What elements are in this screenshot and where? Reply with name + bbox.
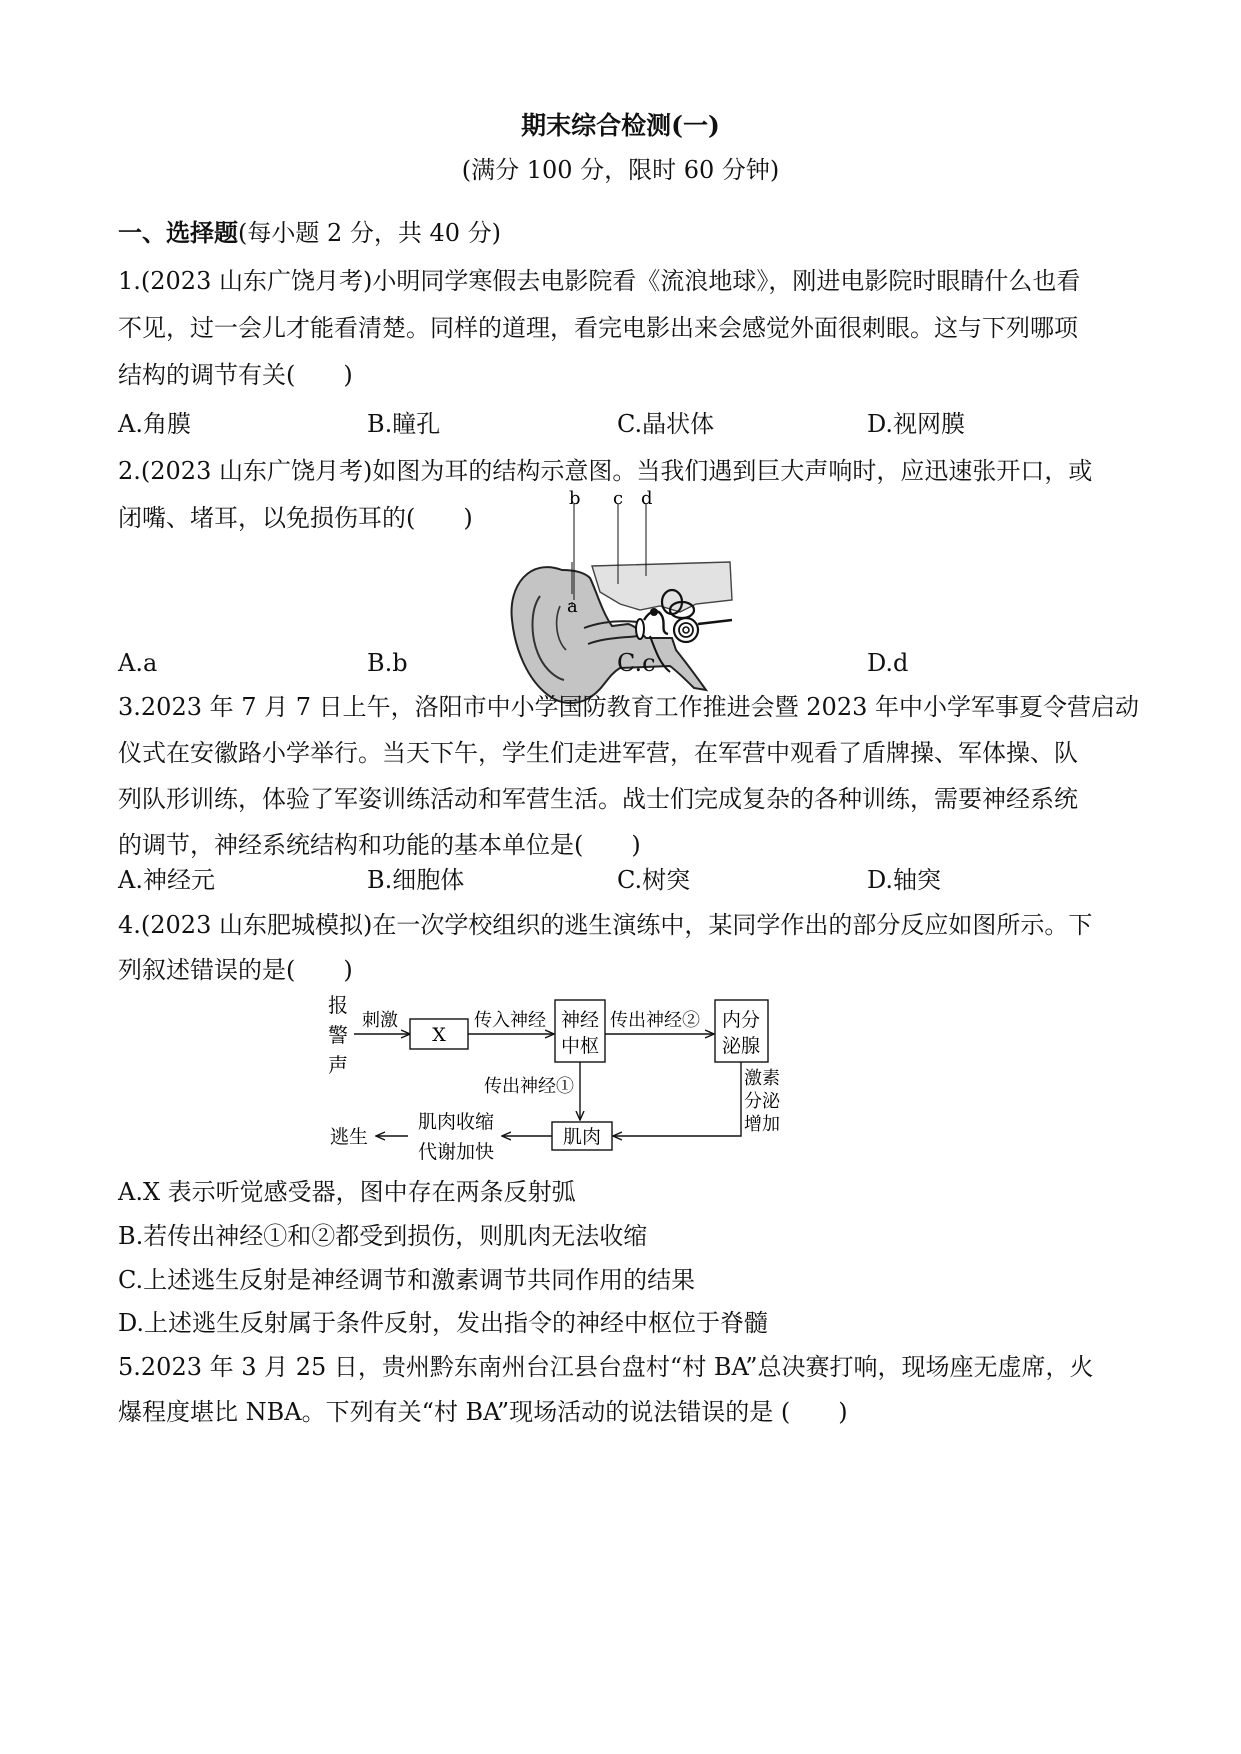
q5-line-1: 5.2023 年 3 月 25 日，贵州黔东南州台江县台盘村“村 BA”总决赛打响，现场座无虚席，火 bbox=[118, 1353, 1094, 1381]
nerve-center-line-1: 神经 bbox=[560, 1009, 600, 1031]
section-heading bbox=[118, 217, 501, 249]
q3-option-a: A.神经元 bbox=[118, 866, 215, 894]
ear-label-a: a bbox=[567, 596, 578, 617]
source-char-1: 报 bbox=[328, 993, 348, 1017]
ear-label-c: c bbox=[613, 490, 624, 509]
efferent2-label: 传出神经② bbox=[610, 1010, 700, 1031]
q1-line-2: 不见，过一会儿才能看清楚。同样的道理，看完电影出来会感觉外面很刺眼。这与下列哪项 bbox=[118, 314, 1078, 342]
q4-option-c: C.上述逃生反射是神经调节和激素调节共同作用的结果 bbox=[118, 1266, 696, 1294]
q2-option-a: A.a bbox=[118, 649, 158, 677]
q5-line-2: 爆程度堪比 NBA。下列有关“村 BA”现场活动的说法错误的是 ( ) bbox=[118, 1398, 848, 1426]
q1-option-a: A.角膜 bbox=[118, 410, 191, 438]
section-heading-label: 一、选择题 bbox=[118, 218, 238, 247]
q3-line-3: 列队形训练，体验了军姿训练活动和军营生活。战士们完成复杂的各种训练，需要神经系统 bbox=[118, 785, 1078, 813]
efferent1-label: 传出神经① bbox=[484, 1076, 574, 1097]
gland-line-2: 泌腺 bbox=[721, 1035, 761, 1057]
effect-line-2: 代谢加快 bbox=[417, 1141, 495, 1163]
hormone-path bbox=[613, 1062, 741, 1136]
q4-option-d: D.上述逃生反射属于条件反射，发出指令的神经中枢位于脊髓 bbox=[118, 1309, 769, 1337]
stimulus-label: 刺激 bbox=[362, 1010, 398, 1031]
q4-option-b: B.若传出神经①和②都受到损伤，则肌肉无法收缩 bbox=[118, 1222, 648, 1250]
ear-label-b: b bbox=[569, 490, 581, 509]
q2-line-1: 2.(2023 山东广饶月考)如图为耳的结构示意图。当我们遇到巨大声响时，应迅速张开口，或 bbox=[118, 457, 1093, 485]
q3-line-1: 3.2023 年 7 月 7 日上午，洛阳市中小学国防教育工作推进会暨 2023 年中小学军事夏令营启动 bbox=[118, 693, 1139, 721]
q1-line-3: 结构的调节有关( ) bbox=[118, 361, 353, 389]
q3-line-4: 的调节，神经系统结构和功能的基本单位是( ) bbox=[118, 831, 641, 859]
section-heading-note: (每小题 2 分，共 40 分) bbox=[238, 219, 502, 247]
q4-option-a: A.X 表示听觉感受器，图中存在两条反射弧 bbox=[118, 1178, 576, 1206]
q1-option-d: D.视网膜 bbox=[867, 410, 966, 438]
q4-line-1: 4.(2023 山东肥城模拟)在一次学校组织的逃生演练中，某同学作出的部分反应如图所示。下 bbox=[118, 911, 1093, 939]
q2-line-2: 闭嘴、堵耳，以免损伤耳的( ) bbox=[118, 504, 473, 532]
q1-option-c: C.晶状体 bbox=[617, 410, 715, 438]
nerve-center-line-2: 中枢 bbox=[560, 1035, 600, 1057]
hormone-line-3: 增加 bbox=[744, 1114, 780, 1135]
result-label: 逃生 bbox=[330, 1126, 369, 1148]
q3-option-d: D.轴突 bbox=[867, 866, 942, 894]
source-char-2: 警 bbox=[328, 1023, 348, 1047]
q3-option-c: C.树突 bbox=[617, 866, 691, 894]
hormone-line-2: 分泌 bbox=[744, 1091, 780, 1112]
q2-option-d: D.d bbox=[867, 649, 909, 677]
source-char-3: 声 bbox=[328, 1053, 348, 1077]
q2-option-b: B.b bbox=[367, 649, 408, 677]
page-title: 期末综合检测(一) bbox=[521, 111, 720, 140]
hormone-line-1: 激素 bbox=[744, 1068, 780, 1089]
muscle-label: 肌肉 bbox=[562, 1126, 602, 1148]
receptor-label: X bbox=[432, 1024, 446, 1046]
q1-option-b: B.瞳孔 bbox=[367, 410, 441, 438]
q3-option-b: B.细胞体 bbox=[367, 866, 465, 894]
q4-line-2: 列叙述错误的是( ) bbox=[118, 956, 353, 984]
q1-line-1: 1.(2023 山东广饶月考)小明同学寒假去电影院看《流浪地球》，刚进电影院时眼睛什么也看 bbox=[118, 267, 1081, 295]
gland-line-1: 内分 bbox=[721, 1009, 761, 1031]
ear-labels bbox=[455, 490, 675, 640]
page-subtitle: (满分 100 分，限时 60 分钟) bbox=[461, 156, 780, 184]
q2-option-c: C.c bbox=[617, 649, 656, 677]
afferent-label: 传入神经 bbox=[474, 1010, 546, 1031]
ear-label-d: d bbox=[641, 490, 653, 509]
auditory-nerve bbox=[698, 620, 732, 624]
effect-line-1: 肌肉收缩 bbox=[417, 1111, 495, 1133]
q3-line-2: 仪式在安徽路小学举行。当天下午，学生们走进军营，在军营中观看了盾牌操、军体操、队 bbox=[118, 739, 1078, 767]
reflex-flow-diagram bbox=[320, 988, 800, 1168]
cochlea-outer bbox=[674, 618, 698, 642]
